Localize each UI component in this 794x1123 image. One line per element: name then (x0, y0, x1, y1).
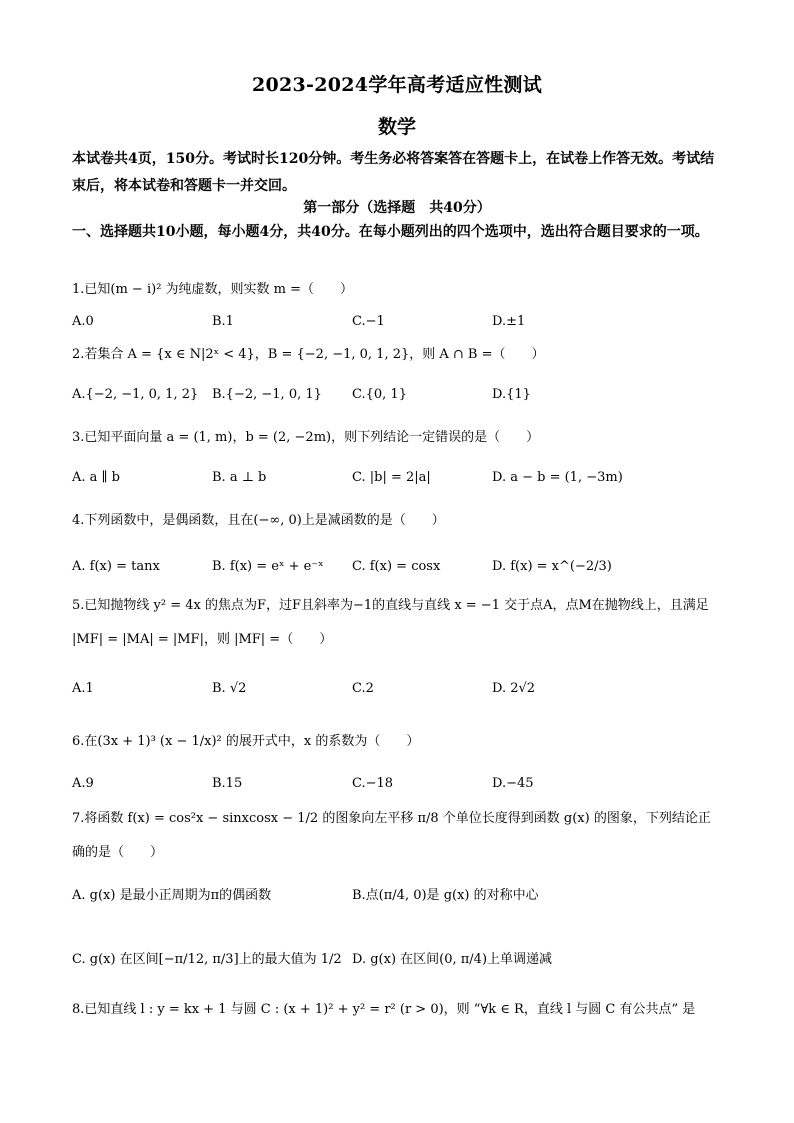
question-5-options (72, 681, 722, 703)
question-5-option-c: C.2 (352, 681, 374, 696)
question-2-option-d: D.{1} (492, 387, 531, 402)
question-3-option-b: B. a ⊥ b (212, 470, 267, 485)
question-2-option-b: B.{−2, −1, 0, 1} (212, 387, 322, 402)
exam-title: 2023-2024学年高考适应性测试 (251, 74, 543, 96)
question-6-option-a: A.9 (72, 776, 94, 791)
question-3-option-d: D. a − b = (1, −3m) (492, 470, 623, 485)
question-6-option-c: C.−18 (352, 776, 394, 791)
question-1-option-b: B.1 (212, 314, 234, 329)
question-6-stem: 6.在(3x + 1)³ (x − 1/x)² 的展开式中，x 的系数为（ ） (72, 734, 420, 749)
question-7-stem: 7.将函数 f(x) = cos²x − sinxcosx − 1/2 的图象向左平移 π/8 个单位长度得到函数 g(x) 的图象，下列结论正确的是（ ） (72, 811, 711, 860)
question-5-option-a: A.1 (72, 681, 94, 696)
question-7-option-b: B.点(π/4, 0)是 g(x) 的对称中心 (352, 888, 539, 903)
question-6-option-b: B.15 (212, 776, 243, 791)
question-2-options (72, 387, 722, 409)
subject-title: 数学 (377, 116, 416, 138)
question-7-option-d: D. g(x) 在区间(0, π/4)上单调递减 (352, 952, 553, 967)
question-3-options (72, 470, 722, 492)
question-5-option-d: D. 2√2 (492, 681, 536, 696)
question-6-options (72, 776, 722, 798)
question-1-options (72, 314, 722, 336)
question-4-options (72, 559, 722, 581)
question-1-option-d: D.±1 (492, 314, 526, 329)
exam-instructions: 本试卷共4页，150分。考试时长120分钟。考生务必将答案答在答题卡上，在试卷上作答无效。考试结束后，将本试卷和答题卡一并交回。 (72, 151, 715, 194)
question-2-option-c: C.{0, 1} (352, 387, 407, 402)
question-4-stem: 4.下列函数中，是偶函数，且在(−∞, 0)上是减函数的是（ ） (72, 513, 445, 528)
question-4-option-a: A. f(x) = tanx (72, 559, 160, 574)
question-1-stem: 1.已知(m − i)² 为纯虚数，则实数 m =（ ） (72, 282, 354, 297)
question-3-stem: 3.已知平面向量 a = (1, m)，b = (2, −2m)，则下列结论一定错误的是（ ） (72, 430, 540, 445)
question-6-option-d: D.−45 (492, 776, 534, 791)
question-7-option-a: A. g(x) 是最小正周期为π的偶函数 (72, 888, 272, 903)
question-4-option-c: C. f(x) = cosx (352, 559, 441, 574)
question-4-option-b: B. f(x) = eˣ + e⁻ˣ (212, 559, 324, 574)
question-2-option-a: A.{−2, −1, 0, 1, 2} (72, 387, 199, 402)
question-1-option-a: A.0 (72, 314, 94, 329)
question-3-option-c: C. |b| = 2|a| (352, 470, 431, 485)
section-heading: 一、选择题共10小题，每小题4分，共40分。在每小题列出的四个选项中，选出符合题目要求的一项。 (72, 224, 709, 240)
part-heading: 第一部分（选择题 共40分） (303, 200, 491, 216)
question-3-option-a: A. a ∥ b (72, 470, 120, 485)
question-7-options (72, 884, 722, 974)
question-1-option-c: C.−1 (352, 314, 385, 329)
question-4-option-d: D. f(x) = x^(−2/3) (492, 559, 612, 574)
question-5-stem: 5.已知抛物线 y² = 4x 的焦点为F，过F且斜率为−1的直线与直线 x = −1 交于点A，点M在抛物线上，且满足 |MF| = |MA| = |MF|，则 |MF| =（ ） (72, 598, 709, 647)
question-2-stem: 2.若集合 A = {x ∈ N|2ˣ < 4}，B = {−2, −1, 0, 1, 2}，则 A ∩ B =（ ） (72, 347, 545, 362)
question-8-stem: 8.已知直线 l : y = kx + 1 与圆 C : (x + 1)² + y² = r² (r > 0)，则 “∀k ∈ R，直线 l 与圆 C 有公共点” 是 (72, 1002, 696, 1017)
question-5-option-b: B. √2 (212, 681, 247, 696)
question-7-option-c: C. g(x) 在区间[−π/12, π/3]上的最大值为 1/2 (72, 952, 342, 967)
